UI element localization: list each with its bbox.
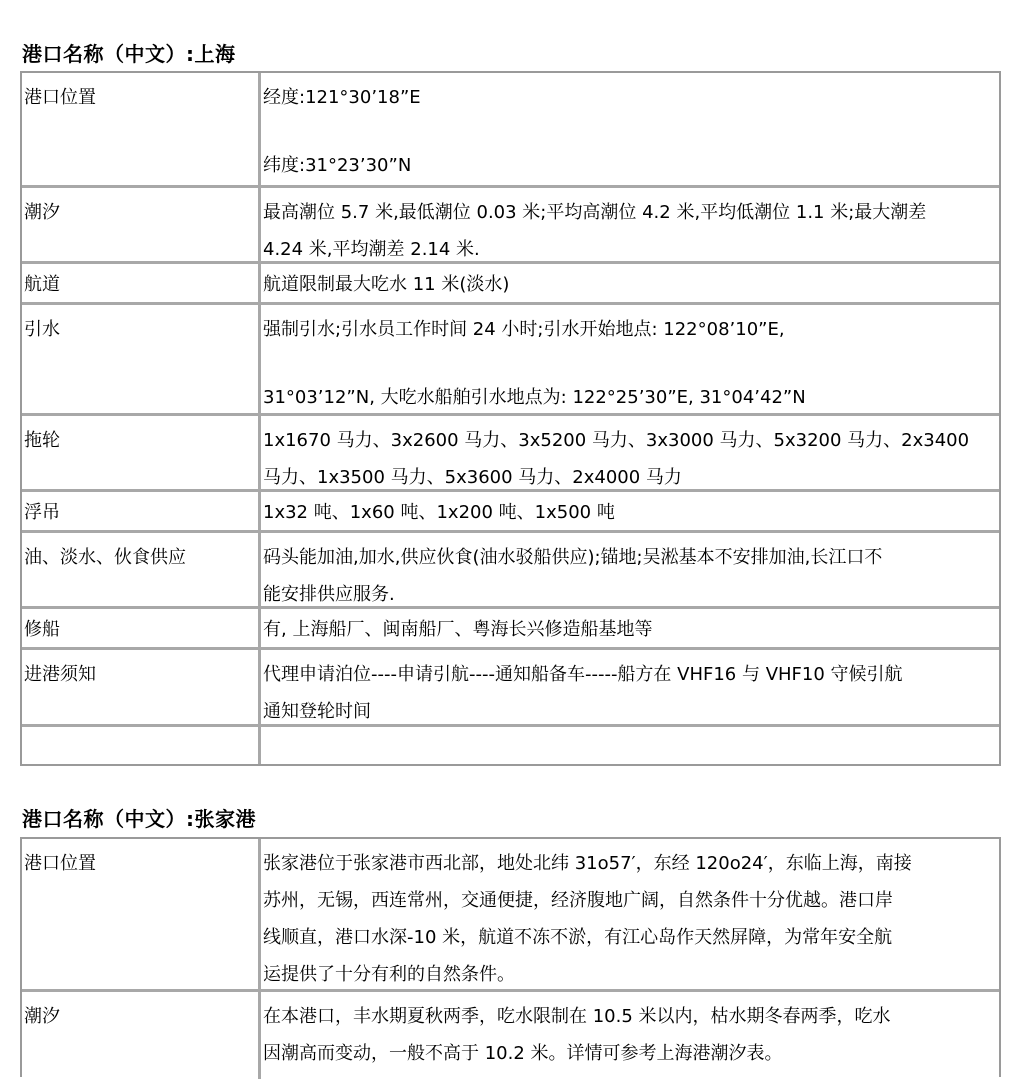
value-line: 张家港位于张家港市西北部，地处北纬 31o57′，东经 120o24′，东临上海，南接 xyxy=(263,853,912,874)
table-row xyxy=(22,724,999,764)
section-heading-shanghai: 港口名称（中文）:上海 xyxy=(22,42,236,66)
section-heading-zhangjiagang: 港口名称（中文）:张家港 xyxy=(22,807,256,831)
row-label: 引水 xyxy=(22,305,261,413)
row-label: 港口位置 xyxy=(22,839,261,989)
row-value xyxy=(261,650,999,724)
table-row xyxy=(22,647,999,724)
value-line: 有, 上海船厂、闽南船厂、粤海长兴修造船基地等 xyxy=(263,619,653,640)
table-row xyxy=(22,302,999,413)
row-label: 航道 xyxy=(22,264,261,302)
value-line: 运提供了十分有利的自然条件。 xyxy=(263,964,515,985)
row-value xyxy=(261,533,999,606)
table-row xyxy=(22,73,999,185)
row-value xyxy=(261,73,999,185)
value-line: 4.24 米,平均潮差 2.14 米. xyxy=(263,239,480,260)
row-value xyxy=(261,305,999,413)
value-line: 通知登轮时间 xyxy=(263,701,371,722)
row-value xyxy=(261,992,999,1079)
value-line: 纬度:31°23’30”N xyxy=(263,155,412,176)
row-value xyxy=(261,416,999,489)
value-line: 经度:121°30’18”E xyxy=(263,87,421,108)
row-label: 潮汐 xyxy=(22,992,261,1079)
row-value xyxy=(261,839,999,989)
row-value xyxy=(261,609,999,647)
value-line: 最高潮位 5.7 米,最低潮位 0.03 米;平均高潮位 4.2 米,平均低潮位 1.1 米;最大潮差 xyxy=(263,202,927,223)
value-line: 31°03’12”N, 大吃水船舶引水地点为: 122°25’30”E, 31°04’42”N xyxy=(263,387,806,408)
value-line: 在本港口，丰水期夏秋两季，吃水限制在 10.5 米以内，枯水期冬春两季，吃水 xyxy=(263,1006,891,1027)
table-row xyxy=(22,261,999,302)
value-line: 因潮高而变动，一般不高于 10.2 米。详情可参考上海港潮汐表。 xyxy=(263,1043,783,1064)
table-row xyxy=(22,530,999,606)
value-line: 强制引水;引水员工作时间 24 小时;引水开始地点: 122°08’10”E, xyxy=(263,319,785,340)
row-label: 油、淡水、伙食供应 xyxy=(22,533,261,606)
table-row xyxy=(22,413,999,489)
value-line: 1x32 吨、1x60 吨、1x200 吨、1x500 吨 xyxy=(263,502,615,523)
row-label: 拖轮 xyxy=(22,416,261,489)
table-row xyxy=(22,989,999,1079)
row-value xyxy=(261,188,999,261)
row-value xyxy=(261,727,999,764)
table-row xyxy=(22,839,999,989)
row-value xyxy=(261,264,999,302)
value-line: 1x1670 马力、3x2600 马力、3x5200 马力、3x3000 马力、5x3200 马力、2x3400 xyxy=(263,430,970,451)
row-label: 港口位置 xyxy=(22,73,261,185)
table-row xyxy=(22,185,999,261)
value-line: 能安排供应服务. xyxy=(263,584,395,605)
row-label xyxy=(22,727,261,764)
row-label: 进港须知 xyxy=(22,650,261,724)
row-value xyxy=(261,492,999,530)
port-table-zhangjiagang xyxy=(20,837,1001,1077)
value-line: 线顺直，港口水深-10 米，航道不冻不淤，有江心岛作天然屏障，为常年安全航 xyxy=(263,927,893,948)
row-label: 潮汐 xyxy=(22,188,261,261)
value-line: 马力、1x3500 马力、5x3600 马力、2x4000 马力 xyxy=(263,467,682,488)
value-line: 航道限制最大吃水 11 米(淡水) xyxy=(263,274,510,295)
port-table-shanghai xyxy=(20,71,1001,766)
value-line: 代理申请泊位----申请引航----通知船备车-----船方在 VHF16 与 VHF10 守候引航 xyxy=(263,664,903,685)
value-line: 码头能加油,加水,供应伙食(油水驳船供应);锚地;吴淞基本不安排加油,长江口不 xyxy=(263,547,883,568)
table-row xyxy=(22,606,999,647)
row-label: 浮吊 xyxy=(22,492,261,530)
row-label: 修船 xyxy=(22,609,261,647)
table-row xyxy=(22,489,999,530)
value-line: 苏州，无锡，西连常州，交通便捷，经济腹地广阔，自然条件十分优越。港口岸 xyxy=(263,890,893,911)
